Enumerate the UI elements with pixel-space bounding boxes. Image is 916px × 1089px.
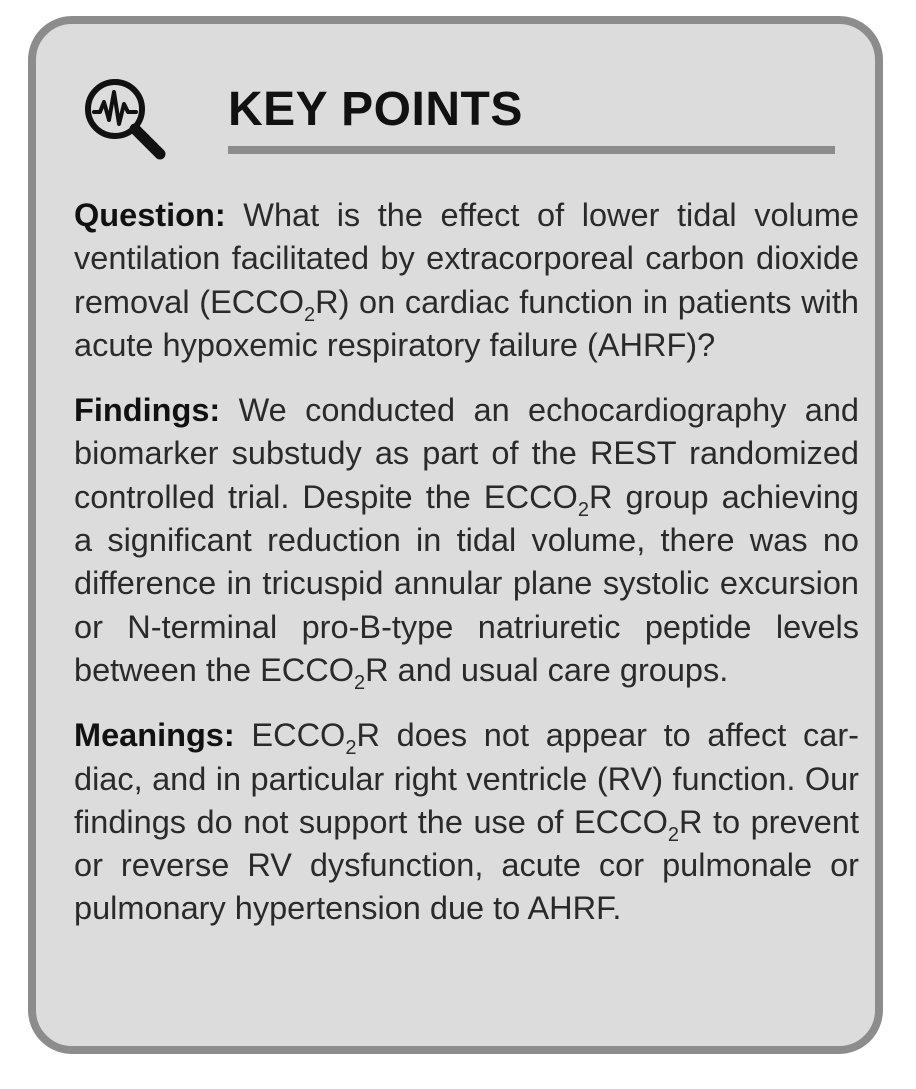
meanings-text: R to prevent or reverse RV dysfunction, acute cor pulmonale or pulmonary hypertension due to AHRF. [74,803,859,927]
findings-text: We conducted an echocardiography and biomarker substudy as part of the REST randomized controlled trial. Despite the ECCO [74,392,859,515]
findings-text: R and usual care groups. [365,651,729,688]
question-label: Question: [74,197,226,233]
subscript: 2 [577,498,589,521]
page-title: KEY POINTS [228,83,523,136]
subscript: 2 [667,823,679,846]
key-points-content [74,194,859,931]
question-text: R) on cardiac function in patients with acute hypoxemic respiratory failure (AHRF)? [74,283,859,363]
key-points-card [28,16,883,1054]
findings-text: R group achieving a significant reduction in tidal volume, there was no difference in tricuspid annular plane systolic excursion or N-terminal pro-B-type natriuretic peptide levels between the ECCO [74,478,859,688]
magnifier-pulse-icon [80,74,168,162]
meanings-section [74,714,859,930]
meanings-text: R does not appear to affect cardiac, and in particular right ventricle (RV) function. Our findings do not support the use of ECCO [74,717,859,840]
question-section [74,194,859,367]
meanings-text: ECCO [234,717,346,754]
meanings-label: Meanings: [74,717,235,754]
subscript: 2 [303,303,316,326]
subscript: 2 [345,737,357,760]
question-text: What is the effect of lower tidal volume ventilation facilitated by extracorporeal carbon dioxide removal (ECCO [74,197,859,320]
header-divider [228,146,835,154]
findings-label: Findings: [74,392,221,429]
findings-section [74,389,859,692]
subscript: 2 [354,671,366,694]
key-points-header [80,74,835,164]
